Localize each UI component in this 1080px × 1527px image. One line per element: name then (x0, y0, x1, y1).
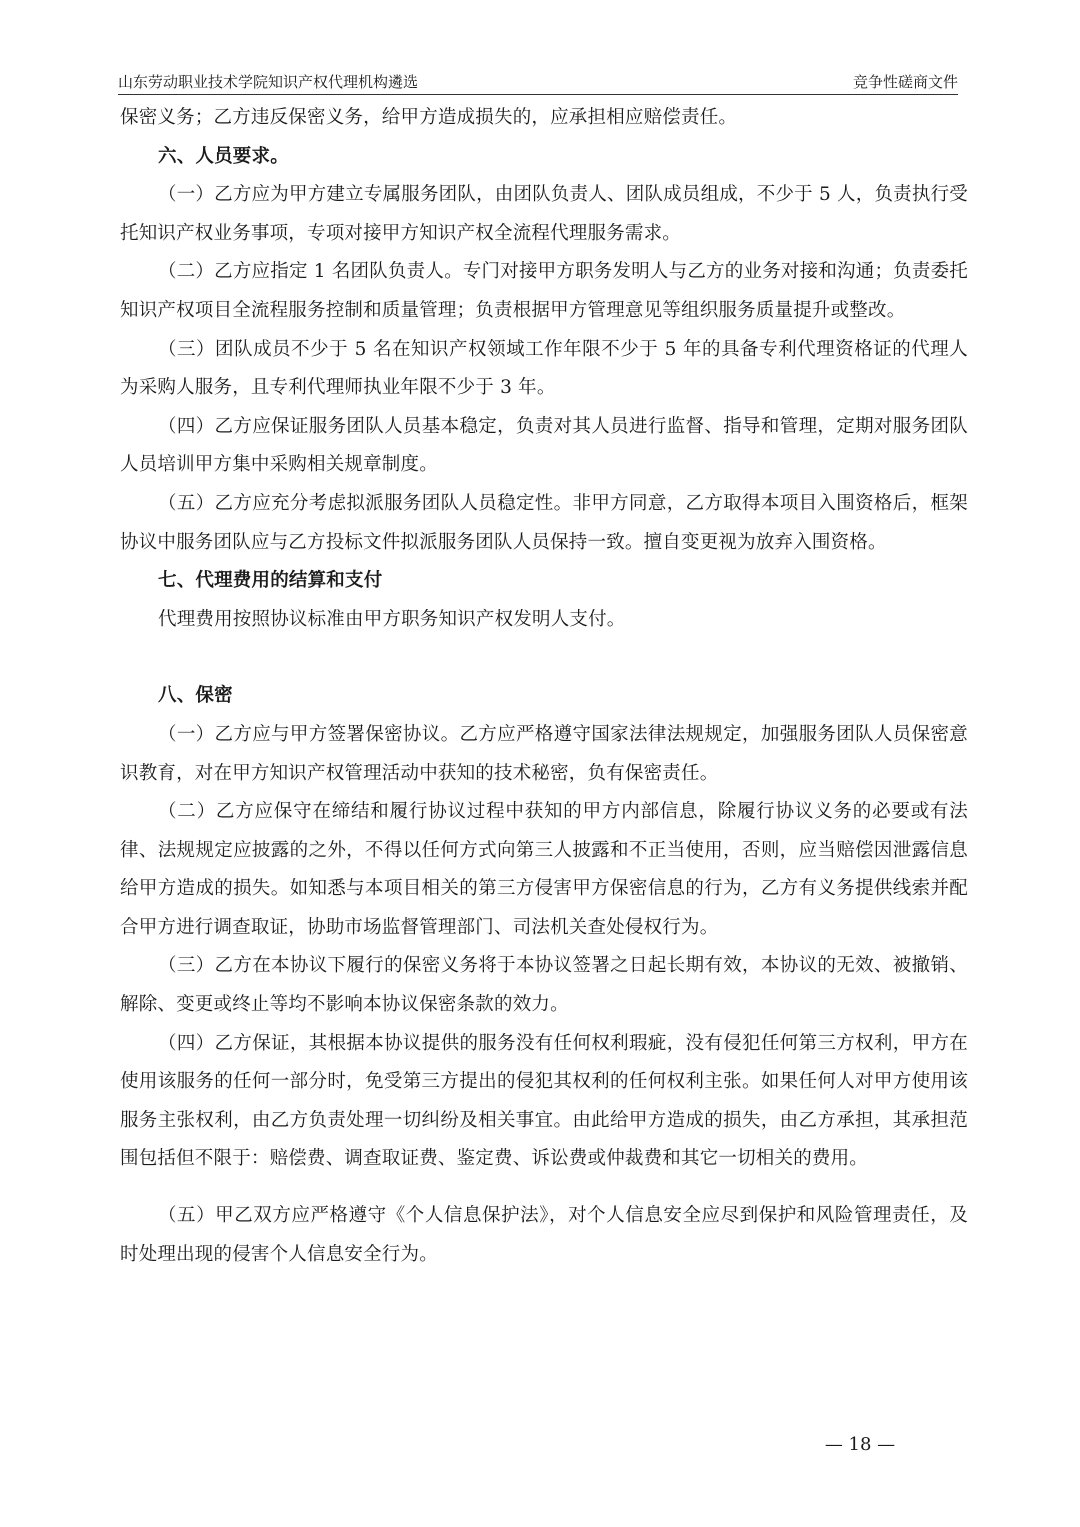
section-7-text: 代理费用按照协议标准由甲方职务知识产权发明人支付。 (158, 608, 626, 630)
section-7-heading: 七、代理费用的结算和支付 (158, 570, 383, 592)
section-6-item-2: （二）乙方应指定 1 名团队负责人。专门对接甲方职务发明人与乙方的业务对接和沟通；负责委托知识产权项目全流程服务控制和质量管理；负责根据甲方管理意见等组织服务质量提升或整改。 (120, 261, 968, 321)
header-institution-title: 山东劳动职业技术学院知识产权代理机构遴选 (118, 73, 419, 91)
section-8-item-2: （二）乙方应保守在缔结和履行协议过程中获知的甲方内部信息，除履行协议义务的必要或有法律、法规规定应披露的之外，不得以任何方式向第三人披露和不正当使用，否则，应当赔偿因泄露信息给甲方造成的损失。如知悉与本项目相关的第三方侵害甲方保密信息的行为，乙方有义务提供线索并配合甲方进行调查取证，协助市场监督管理部门、司法机关查处侵权行为。 (120, 801, 968, 938)
section-6-item-4: （四）乙方应保证服务团队人员基本稳定，负责对其人员进行监督、指导和管理，定期对服务团队人员培训甲方集中采购相关规章制度。 (120, 415, 968, 476)
section-8-item-3: （三）乙方在本协议下履行的保密义务将于本协议签署之日起长期有效，本协议的无效、被撤销、解除、变更或终止等均不影响本协议保密条款的效力。 (120, 955, 968, 1016)
section-6-heading: 六、人员要求。 (158, 145, 289, 167)
paragraph-intro-tail: 保密义务；乙方违反保密义务，给甲方造成损失的，应承担相应赔偿责任。 (120, 107, 738, 128)
page-header (118, 72, 958, 95)
section-6-item-5: （五）乙方应充分考虑拟派服务团队人员稳定性。非甲方同意，乙方取得本项目入围资格后，框架协议中服务团队应与乙方投标文件拟派服务团队人员保持一致。擅自变更视为放弃入围资格。 (120, 492, 968, 553)
section-6-item-1: （一）乙方应为甲方建立专属服务团队，由团队负责人、团队成员组成，不少于 5 人，负责执行受托知识产权业务事项，专项对接甲方知识产权全流程代理服务需求。 (120, 184, 968, 244)
spacer (120, 639, 968, 677)
page-number: — 18 — (824, 1434, 896, 1455)
section-8-item-5: （五）甲乙双方应严格遵守《个人信息保护法》，对个人信息安全应尽到保护和风险管理责任，及时处理出现的侵害个人信息安全行为。 (120, 1205, 968, 1265)
section-8-item-1: （一）乙方应与甲方签署保密协议。乙方应严格遵守国家法律法规规定，加强服务团队人员保密意识教育，对在甲方知识产权管理活动中获知的技术秘密，负有保密责任。 (120, 723, 968, 784)
header-document-type: 竞争性磋商文件 (852, 73, 958, 91)
section-8-heading: 八、保密 (158, 685, 233, 707)
spacer (120, 1179, 968, 1197)
section-6-item-3: （三）团队成员不少于 5 名在知识产权领域工作年限不少于 5 年的具备专利代理资格证的代理人为采购人服务，且专利代理师执业年限不少于 3 年。 (120, 338, 968, 399)
document-body (120, 99, 968, 1274)
section-8-item-4: （四）乙方保证，其根据本协议提供的服务没有任何权利瑕疵，没有侵犯任何第三方权利，甲方在使用该服务的任何一部分时，免受第三方提出的侵犯其权利的任何权利主张。如果任何人对甲方使用该服务主张权利，由乙方负责处理一切纠纷及相关事宜。由此给甲方造成的损失，由乙方承担，其承担范围包括但不限于：赔偿费、调查取证费、鉴定费、诉讼费或仲裁费和其它一切相关的费用。 (120, 1032, 968, 1170)
